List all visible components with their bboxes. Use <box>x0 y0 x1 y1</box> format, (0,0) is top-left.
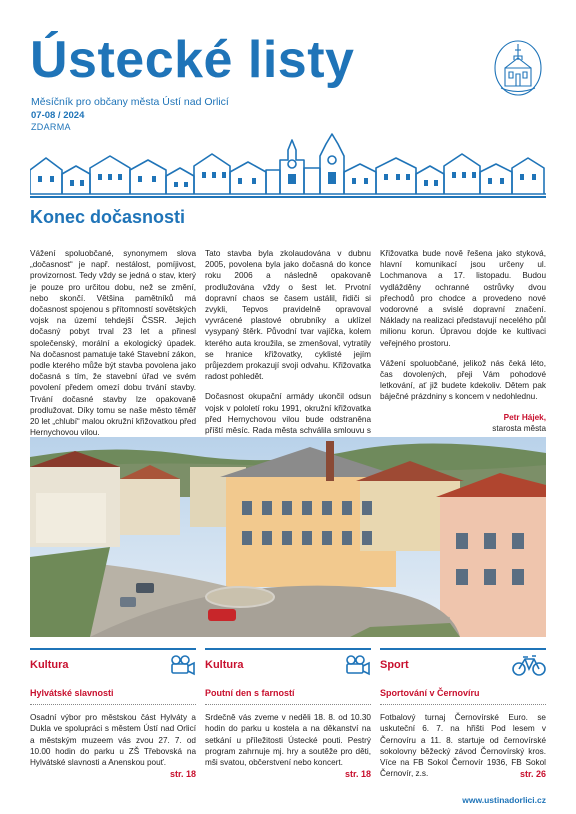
teaser-rule <box>380 648 546 650</box>
price-label: ZDARMA <box>31 122 71 132</box>
teaser-divider <box>205 704 371 705</box>
website-link[interactable]: www.ustinadorlici.cz <box>462 795 546 805</box>
lead-paragraph: Dočasnost okupační armády ukončil odsun vojsk v pololetí roku 1991, okružní křižovatka před Hernychovou vilou bude odstraněna příští měsíc. Rada města schválila smlouvu s <box>205 392 371 436</box>
teaser-text: Srdečně vás zveme v neděli 18. 8. od 10.30 hodin do parku u kostela a na děkanství na setkání u příležitosti Ústecké pouti. Pestrý program zahrnuje mj. hry a soutěže pro děti, mši svatou, občerstvení nebo koncert. <box>205 713 371 768</box>
teaser-kultura-pout[interactable] <box>205 648 371 788</box>
lead-headline: Konec dočasnosti <box>30 207 186 227</box>
teaser-sport-cernovir[interactable] <box>380 648 546 788</box>
teaser-text: Fotbalový turnaj Černovírské Euro. se uskuteční 6. 7. na hřišti Pod lesem v Černovíru a 11. 8. startuje od černovírské sokolovny běžecký závod Černovírský kros. Více na FB Sokol Černovír 1936, FB Sokol Černovír, z.s. <box>380 713 546 779</box>
masthead <box>0 0 576 200</box>
newsletter-subtitle: Měsíčník pro občany města Ústí nad Orlicí <box>31 96 229 108</box>
town-coat-of-arms-icon <box>493 38 543 100</box>
teaser-category: Sport <box>380 659 409 671</box>
town-skyline-illustration <box>30 130 546 198</box>
teaser-rule <box>30 648 196 650</box>
teaser-title[interactable]: Sportování v Černovíru <box>380 688 480 698</box>
teaser-divider <box>30 704 196 705</box>
movie-camera-icon <box>168 654 196 676</box>
signature <box>380 412 546 434</box>
lead-paragraph: Křižovatka bude nově řešena jako styková, hlavní komunikací jsou určeny ul. Lochmanova a 17. listopadu. Budou vydlážděny ochranné ostrůvky dvou přechodů pro chodce a provedeno nové vodorovné a svislé dopravní značení. Náklady na realizaci představují necelého půl milionu korun. Úpravou dojde ke kultivaci veřejného prostoru. <box>380 249 546 348</box>
teaser-title[interactable]: Hylvátské slavnosti <box>30 688 114 698</box>
lead-paragraph: Tato stavba byla zkolaudována v dubnu 2005, povolena byla jako dočasná do konce roku 2006 a následně opakovaně prodlužována vždy o šest let. Prvotní dopravní chaos se časem ustálil, řidiči si zvykli, Tepvos pravidelně opravoval vyvrácené plastové obrubníky a uklízel vysypaný štěrk. Původní tvar vajíčka, kolem kterého auta kroužila, se zmenšoval, vytratily se hranice křižovatky, cyklisté jejím průjezdem prokazují svoji odvahu. Křižovatka radost pohledět. <box>205 249 371 382</box>
movie-camera-icon <box>343 654 371 676</box>
teaser-text: Osadní výbor pro městskou část Hylváty a Dukla ve spolupráci s městem Ústí nad Orlicí a městským muzeem vás zvou 27. 7. od 10.00 hodin do parku u ZŠ Třebovská na Hylvátské slavnosti a Anenskou pouť. <box>30 713 196 768</box>
teaser-category: Kultura <box>30 659 69 671</box>
town-square-photo <box>30 437 546 637</box>
teaser-title[interactable]: Poutní den s farností <box>205 688 295 698</box>
lead-column-1 <box>30 248 196 447</box>
newsletter-title: Ústecké listy <box>30 31 355 89</box>
teaser-rule <box>205 648 371 650</box>
bicycle-icon <box>512 654 546 676</box>
lead-paragraph: Vážení spoluobčané, jelikož nás čeká léto, čas dovolených, přeji Vám pohodové letkování, ať již budete kdekoliv. Dětem pak báječné prázdniny s koncem v nedohlednu. <box>380 358 546 402</box>
signature-name: Petr Hájek, <box>503 412 546 422</box>
lead-column-3 <box>380 248 546 434</box>
teaser-kultura-hylvaty[interactable] <box>30 648 196 788</box>
lead-paragraph: Vážení spoluobčané, synonymem slova „dočasnost“ je např. nestálost, pomíjivost, provizornost. Tedy vždy se jedná o stav, který je pouze pro určitou dobu, než se změní, nebo skončí. Většina pamětníků má dočasnost spojenou s přítomností sovětských vojsk na území tehdejší ČSSR. Jejich dočasný pobyt trval 23 let a přinesl společenský, morální a ekologický úpadek. Na dočasnost pamatuje také Stavební zákon, podle kterého může být stavba povolena jako dočasná s tím, že stavební úřad ve svém povolení předem omezí dobu trvání stavby. Trvání dočasné stavby lze opakovaně prodlužovat. Díky tomu se naše město těměř 20 let „chlubí“ malou okružní křižovatkou před Hernychovou vilou. <box>30 249 196 438</box>
teaser-category: Kultura <box>205 659 244 671</box>
signature-role: starosta města <box>492 423 546 433</box>
issue-number: 07-08 / 2024 <box>31 110 85 121</box>
teaser-page-ref[interactable]: str. 18 <box>344 769 371 779</box>
teaser-page-ref[interactable]: str. 18 <box>169 769 196 779</box>
teaser-page-ref[interactable]: str. 26 <box>519 769 546 779</box>
masthead-rule <box>30 196 546 198</box>
teaser-divider <box>380 704 546 705</box>
